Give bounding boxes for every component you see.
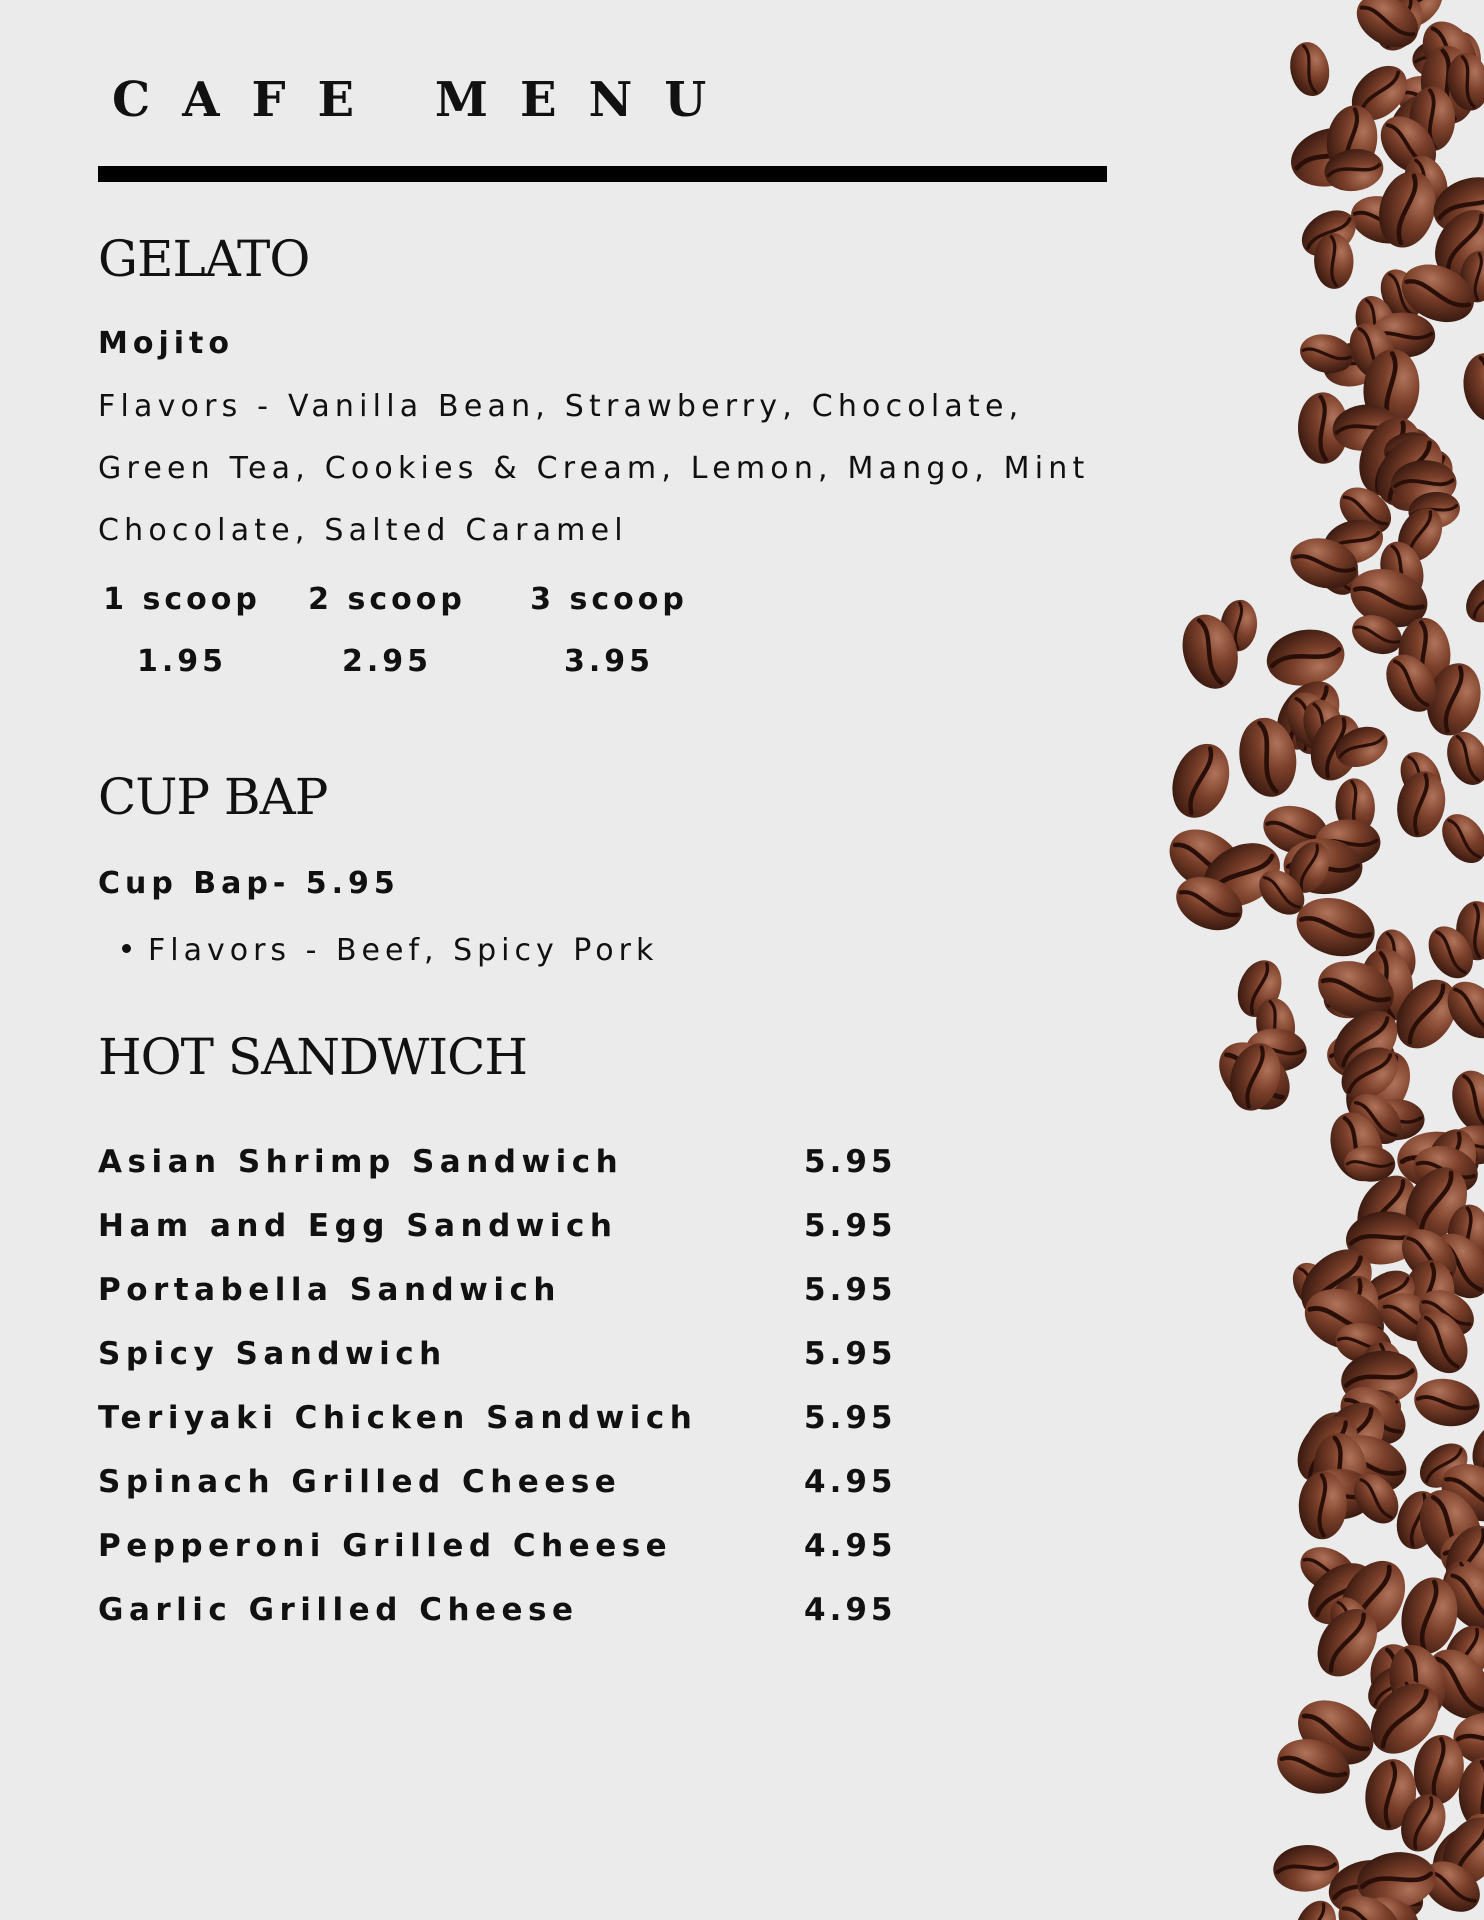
sandwich-price: 5.95 (804, 1336, 897, 1372)
sandwich-row (98, 1592, 898, 1656)
sandwich-name: Spicy Sandwich (98, 1336, 447, 1372)
sandwich-price: 5.95 (804, 1272, 897, 1308)
scoop-price: 2.95 (341, 644, 433, 679)
sandwich-price: 5.95 (804, 1400, 897, 1436)
coffee-bean (1391, 767, 1451, 842)
menu-title: CAFE MENU (112, 72, 739, 128)
sandwich-row (98, 1400, 898, 1464)
cup-bap-flavors-text: Flavors - Beef, Spicy Pork (148, 933, 659, 968)
scoop-price: 1.95 (136, 644, 228, 679)
sandwich-name: Garlic Grilled Cheese (98, 1592, 579, 1628)
scoop-size-label: 3 scoop (530, 582, 688, 617)
sandwich-name: Spinach Grilled Cheese (98, 1464, 622, 1500)
coffee-bean (1458, 349, 1484, 426)
coffee-bean (1440, 726, 1484, 792)
sandwich-price: 4.95 (804, 1528, 897, 1564)
scoop-size-label: 2 scoop (308, 582, 466, 617)
hot-sandwich-heading: HOT SANDWICH (98, 1028, 528, 1086)
cup-bap-item-title: Cup Bap- 5.95 (98, 866, 400, 901)
gelato-flavors (98, 376, 1118, 562)
sandwich-name: Pepperoni Grilled Cheese (98, 1528, 673, 1564)
gelato-flavor-line: Flavors - Vanilla Bean, Strawberry, Chocolate, (98, 389, 1024, 424)
coffee-bean (1262, 624, 1349, 692)
cup-bap-flavors (122, 933, 658, 968)
coffee-bean (1286, 39, 1334, 100)
coffee-bean (1410, 1373, 1484, 1431)
gelato-heading: GELATO (98, 230, 310, 288)
sandwich-row (98, 1464, 898, 1528)
sandwich-price: 4.95 (804, 1592, 897, 1628)
gelato-flavor-line: Chocolate, Salted Caramel (98, 513, 628, 548)
sandwich-row (98, 1336, 898, 1400)
sandwich-list (98, 1144, 898, 1656)
coffee-beans-image (1160, 0, 1484, 1920)
sandwich-name: Asian Shrimp Sandwich (98, 1144, 624, 1180)
scoop-size-label: 1 scoop (103, 582, 261, 617)
sandwich-price: 5.95 (804, 1144, 897, 1180)
sandwich-price: 5.95 (804, 1208, 897, 1244)
gelato-item-title: Mojito (98, 326, 234, 361)
sandwich-name: Ham and Egg Sandwich (98, 1208, 618, 1244)
sandwich-name: Portabella Sandwich (98, 1272, 561, 1308)
sandwich-price: 4.95 (804, 1464, 897, 1500)
coffee-bean (1163, 736, 1240, 826)
sandwich-row (98, 1208, 898, 1272)
sandwich-row (98, 1528, 898, 1592)
bullet-dot (122, 944, 131, 953)
sandwich-row (98, 1272, 898, 1336)
coffee-bean (1457, 567, 1484, 631)
sandwich-name: Teriyaki Chicken Sandwich (98, 1400, 698, 1436)
sandwich-row (98, 1144, 898, 1208)
gelato-flavor-line: Green Tea, Cookies & Cream, Lemon, Mango, Mint (98, 451, 1090, 486)
cup-bap-heading: CUP BAP (98, 768, 328, 826)
title-divider (98, 166, 1107, 182)
scoop-price: 3.95 (563, 644, 655, 679)
